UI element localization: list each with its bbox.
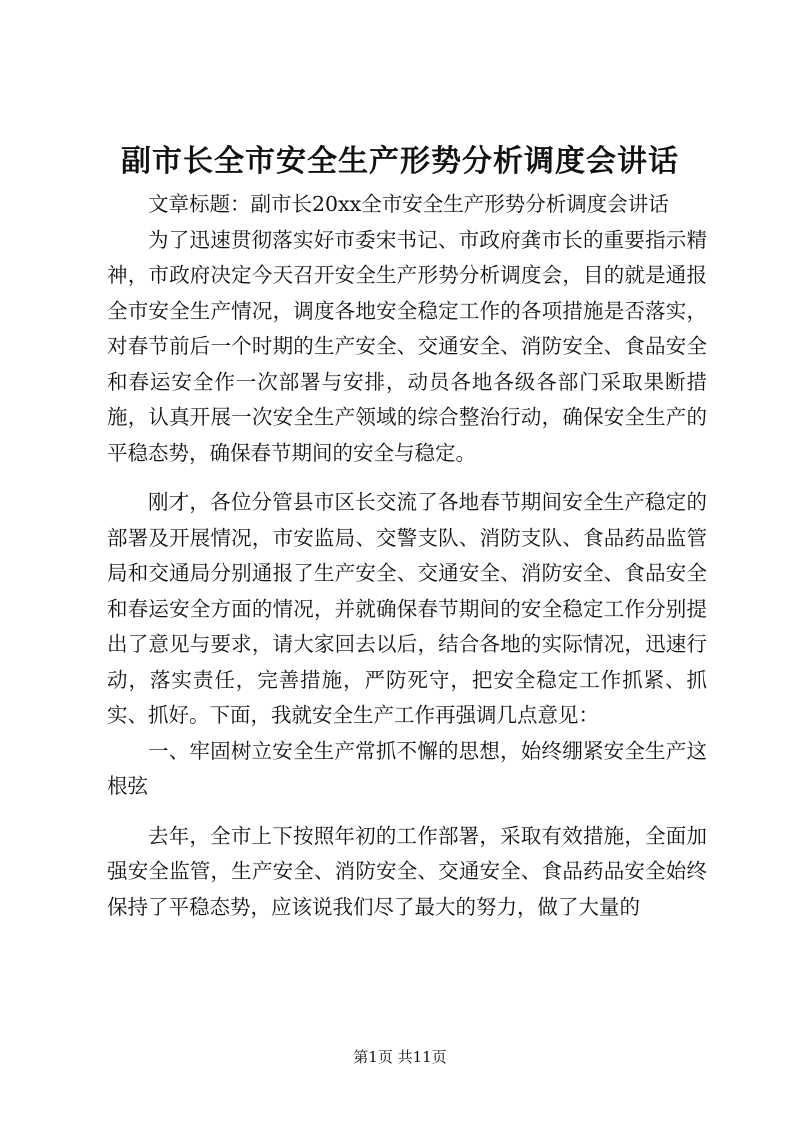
page-number-footer: 第1页 共11页 [353,1048,447,1066]
article-heading-paragraph: 文章标题：副市长20xx全市安全生产形势分析调度会讲话 [148,192,669,216]
body-paragraph: 去年，全市上下按照年初的工作部署，采取有效措施，全面加强安全监管，生产安全、消防安全、交通安全、食品药品安全始终保持了平稳态势，应该说我们尽了最大的努力，做了大量的 [107,823,707,919]
document-body [107,187,707,925]
body-paragraph: 为了迅速贯彻落实好市委宋书记、市政府龚市长的重要指示精神，市政府决定今天召开安全生产形势分析调度会，目的就是通报全市安全生产情况，调度各地安全稳定工作的各项措施是否落实，对春节前后一个时期的生产安全、交通安全、消防安全、食品安全和春运安全作一次部署与安排，动员各地各级各部门采取果断措施，认真开展一次安全生产领域的综合整治行动，确保安全生产的平稳态势，确保春节期间的安全与稳定。 [107,227,707,465]
page-title: 副市长全市安全生产形势分析调度会讲话 [121,144,679,179]
section-heading-paragraph: 一、牢固树立安全生产常抓不懈的思想，始终绷紧安全生产这根弦 [107,738,707,798]
body-paragraph: 刚才，各位分管县市区长交流了各地春节期间安全生产稳定的部署及开展情况，市安监局、交警支队、消防支队、食品药品监管局和交通局分别通报了生产安全、交通安全、消防安全、食品安全和春运安全方面的情况，并就确保春节期间的安全稳定工作分别提出了意见与要求，请大家回去以后，结合各地的实际情况，迅速行动，落实责任，完善措施，严防死守，把安全稳定工作抓紧、抓实、抓好。下面，我就安全生产工作再强调几点意见： [107,490,707,727]
